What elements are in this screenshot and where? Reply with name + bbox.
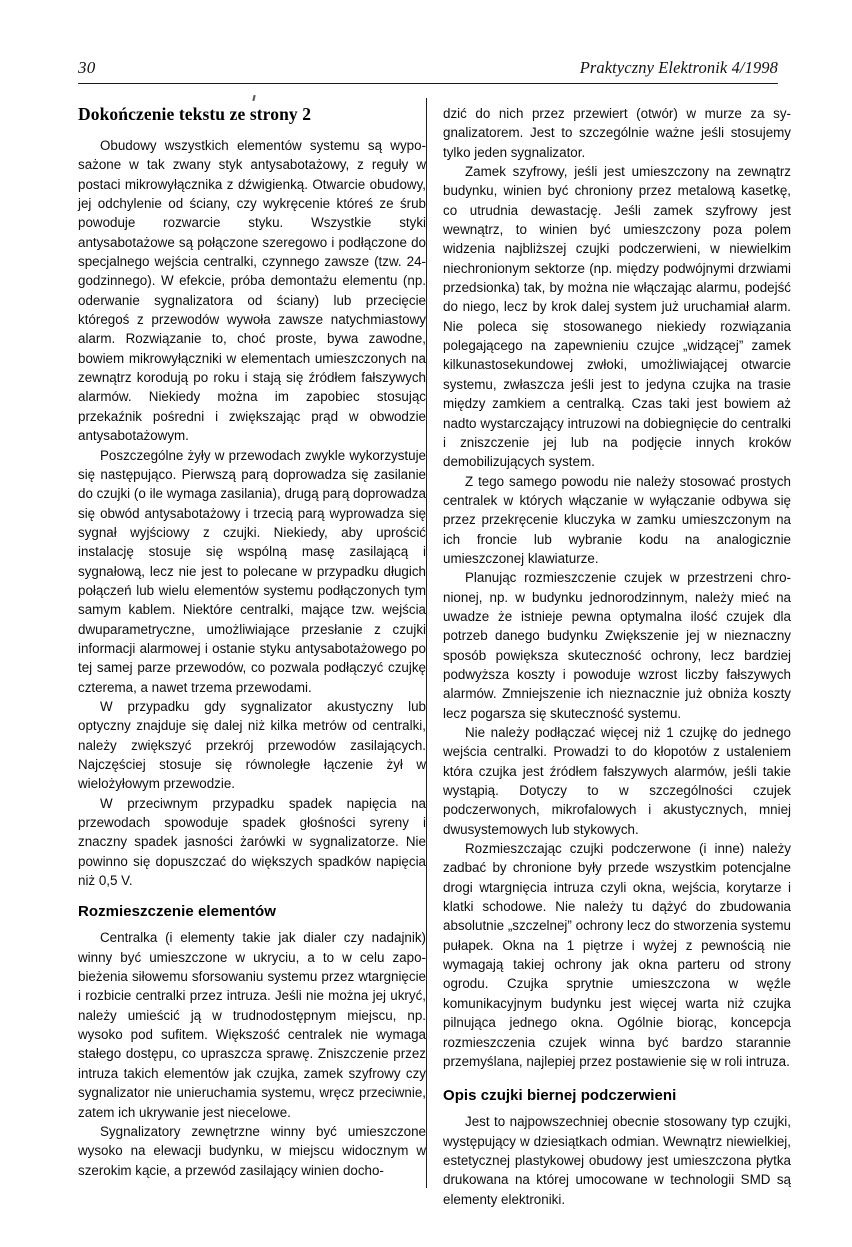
column-divider-rule <box>426 98 427 1188</box>
right-column <box>443 104 791 1209</box>
paragraph: W przypadku gdy sygnalizator akustyczny lub optyczny znajduje się dalej niż kilka metrów od centralki, należy zwiększyć przekrój przewodów zasilających. Najczęściej stosuje się równoległe łączenie żył w wielożyłowym przewodzie. <box>78 698 426 792</box>
paragraph: Sygnalizatory zewnętrzne winny być umieszczone wysoko na elewacji budynku, w miejscu widocznym w szerokim kącie, a przewód zasilający winien docho- <box>78 1123 426 1178</box>
paragraph: Centralka (i elementy takie jak dialer czy nadajnik) winny być umieszczone w ukryciu, a to w celu zapobieżenia siłowemu sforsowaniu systemu przez wtargnięcie i rozbicie centralki przez intruza. Jeśli nie można jej ukryć, należy umieścić ją w trudnodostępnym miejscu, np. wysoko pod sufitem. Większość centralek nie wymaga stałego dostępu, co upraszcza sprawę. Zniszczenie przez intruza takich elementów jak czujka, zamek szyfrowy czy sygnalizator nie unieruchamia systemu, wręcz przeciwnie, zatem ich ukrywanie jest niecelowe. <box>78 930 426 1120</box>
sub-section-title: Opis czujki biernej podczerwieni <box>443 1087 677 1105</box>
running-head <box>78 58 778 86</box>
magazine-masthead: Praktyczny Elektronik 4/1998 <box>579 58 778 77</box>
paragraph: Obudowy wszystkich elementów systemu są wyposażone w tak zwany styk antysabotażowy, z reguły w postaci mikrowyłącznika z dźwigienką. Otwarcie obudowy, jej odchylenie od ściany, czy wykręcenie któreś ze śrub powoduje rozwarcie styku. Wszystkie styki antysabotażowe są połączone szeregowo i podłączone do specjalnego wejścia centralki, czynnego zawsze (tzw. 24-godzinnego). W efekcie, próba demontażu elementu (np. oderwanie sygnalizatora od ściany) lub przecięcie któregoś z przewodów wywoła zawsze natychmiastowy alarm. Rozwiązanie to, choć proste, bywa zawodne, bowiem mikrowyłączniki w elementach umieszczonych na zewnątrz korodują po roku i stają się źródłem fałszywych alarmów. Niekiedy można im zapobiec stosując przekaźnik pośredni i zwiększając prąd w obwodzie antysabotażowym. <box>78 138 426 444</box>
paragraph: Rozmieszczając czujki podczerwone (i inne) należy zadbać by chronione były przede wszystkim potencjalne drogi wtargnięcia intruza czyli okna, wejścia, korytarze i klatki schodowe. Nie należy tu dążyć do zbudowania absolutnie „szczelnej” ochrony lecz do stworzenia systemu pułapek. Okna na 1 piętrze i wyżej z pewnością nie wymagają takiej ochrony jak okna parteru od strony ogrodu. Czujka sprytnie umieszczona w węźle komunikacyjnym budynku jest więcej warta niż czujka pilnująca jednego okna. Ogólnie biorąc, koncepcja rozmieszczenia czujek winna być bardzo starannie przemyślana, najlepiej przez postawienie się w roli intruza. <box>443 841 791 1069</box>
paragraph: Planując rozmieszczenie czujek w przestrzeni chronionej, np. w budynku jednorodzinnym, należy mieć na uwadze że istnieje pewna optymalna ilość czujek dla potrzeb danego budynku Zwiększenie jej w nieznaczny sposób powiększa skuteczność ochrony, lecz bardziej podwyższa koszty i powoduje wzrost liczby fałszywych alarmów. Zmniejszenie ich nieznacznie już obniża koszty lecz pogarsza się skuteczność systemu. <box>443 570 791 721</box>
paragraph: Jest to najpowszechniej obecnie stosowany typ czujki, występujący w dziesiątkach odmian. Wewnątrz niewielkiej, estetycznej plastykowej obudowy jest umieszczona płytka drukowana na której umocowane w technologii SMD są elementy elektroniki. <box>443 1114 791 1207</box>
ink-speck <box>252 95 255 101</box>
header-rule <box>78 83 778 84</box>
paragraph: Z tego samego powodu nie należy stosować prostych centralek w których włączanie w wyłączanie odbywa się przez przekręcenie kluczyka w zamku umieszczonym na ich froncie lub wybranie kodu na analogicznie umieszczonej klawiaturze. <box>443 473 791 566</box>
left-column <box>78 104 426 1180</box>
section-title: Dokończenie tekstu ze strony 2 <box>78 104 312 124</box>
paragraph: Nie należy podłączać więcej niż 1 czujkę do jednego wejścia centralki. Prowadzi to do kłopotów z ustaleniem która czujka jest źródłem fałszywych alarmów, jeśli takie wystąpią. Dotyczy to w szczególności czujek podczerwonych, mikrofalowych i akustycznych, mniej dwusystemowych lub stykowych. <box>443 725 791 837</box>
paragraph-continued: dzić do nich przez przewiert (otwór) w murze za sygnalizatorem. Jest to szczególnie ważne jeśli stosujemy tylko jeden sygnalizator. <box>443 106 791 160</box>
sub-section-title: Rozmieszczenie elementów <box>78 903 276 921</box>
paragraph: Zamek szyfrowy, jeśli jest umieszczony na zewnątrz budynku, winien być chroniony przez metalową kasetkę, co utrudnia dewastację. Jeśli zamek szyfrowy jest wewnątrz, to winien być umieszczony poza polem widzenia najbliższej czujki podczerwieni, w niewielkim niechronionym sektorze (np. między podwójnymi drzwiami przedsionka) tak, by można nie włączając alarmu, podejść do niego, lecz by krok dalej system już uruchamiał alarm. Nie poleca się stosowanego niekiedy rozwiązania polegającego na zapewnieniu czujce „widzącej” zamek kilkunastosekundowej zwłoki, umożliwiającej otwarcie systemu, zwłaszcza jeśli jest to jedyna czujka na trasie między zamkiem a centralką. Czas taki jest bowiem aż nadto wystarczający intruzowi na dobiegnięcie do centralki i zniszczenie jej lub na podjęcie innych kroków demobilizujących system. <box>443 164 791 470</box>
page-number: 30 <box>78 58 96 77</box>
paragraph: Poszczególne żyły w przewodach zwykle wykorzystuje się następująco. Pierwszą parą doprowadza się zasilanie do czujki (o ile wymaga zasilania), drugą parą doprowadza się obwód antysabotażowy i trzecią parą wyprowadza się sygnał wyjściowy z czujki. Niekiedy, aby uprościć instalację stosuje się wspólną masę zasilającą i sygnałową, lecz nie jest to polecane w przypadku długich połączeń lub wielu elementów systemu podłączonych tym samym kablem. Niektóre centralki, mające tzw. wejścia dwuparametryczne, umożliwiające przesłanie z czujki informacji alarmowej i ostanie styku antysabotażowego po tej samej parze przewodów, co pozwala podłączyć czujkę czterema, a nawet trzema przewodami. <box>78 447 426 695</box>
paragraph: W przeciwnym przypadku spadek napięcia na przewodach spowoduje spadek głośności syreny i znaczny spadek jasności żarówki w sygnalizatorze. Nie powinno się dopuszczać do większych spadków napięcia niż 0,5 V. <box>78 795 426 889</box>
